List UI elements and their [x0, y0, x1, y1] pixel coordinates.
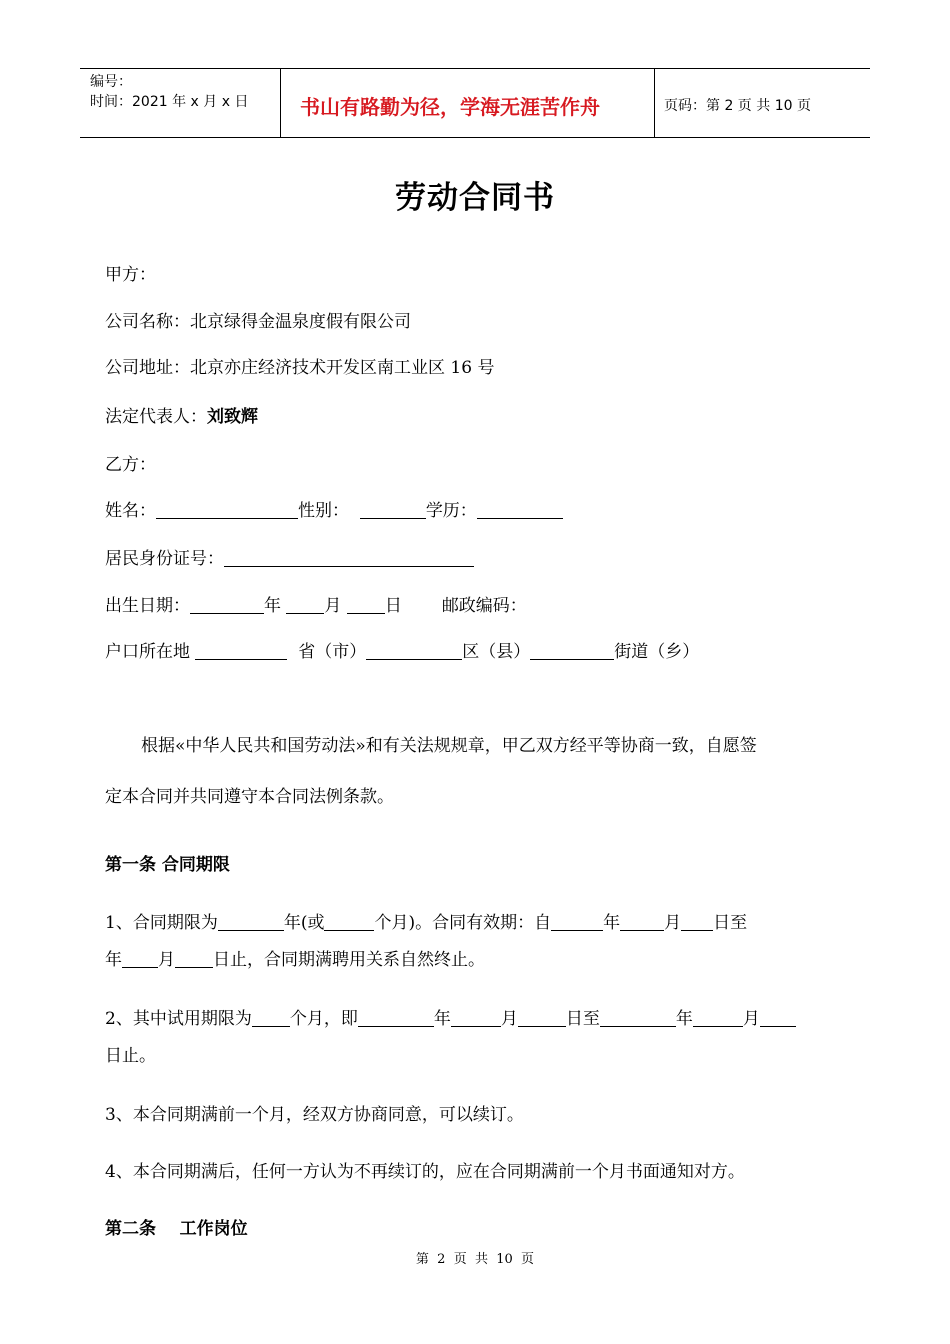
clause-text: 年(或	[283, 913, 325, 933]
district-blank	[366, 642, 462, 660]
document-number-label: 编号：	[90, 74, 132, 90]
clause-text: 日至	[713, 913, 748, 933]
day-text: 日	[384, 596, 402, 616]
legal-rep-label: 法定代表人：	[105, 407, 207, 427]
id-line	[105, 544, 474, 569]
month-text: 月	[324, 596, 342, 616]
clause-text: 年	[433, 1009, 451, 1029]
name-blank	[156, 501, 298, 519]
blank	[122, 950, 158, 968]
blank	[551, 913, 603, 931]
preamble-line-2: 定本合同并共同遵守本合同法例条款。	[105, 787, 394, 807]
hukou-label: 户口所在地	[105, 642, 190, 662]
blank	[620, 913, 664, 931]
party-b-name-line	[105, 496, 563, 521]
header-meta-cell	[80, 69, 281, 137]
birth-year-blank	[190, 596, 264, 614]
clause-text: 月	[158, 950, 175, 970]
birth-label: 出生日期：	[105, 596, 190, 616]
gender-blank	[360, 501, 426, 519]
blank	[218, 913, 284, 931]
blank	[518, 1009, 566, 1027]
article-2-title: 第二条 工作岗位	[105, 1219, 248, 1239]
document-title: 劳动合同书	[395, 180, 555, 216]
birth-line	[105, 591, 527, 616]
page-footer: 第 2 页 共 10 页	[415, 1252, 535, 1267]
clause-text: 年	[603, 913, 621, 933]
company-address: 公司地址：北京亦庄经济技术开发区南工业区 16 号	[105, 358, 495, 378]
province-blank	[195, 642, 287, 660]
blank	[358, 1009, 434, 1027]
legal-rep-name: 刘致辉	[207, 407, 258, 427]
id-blank	[224, 549, 474, 567]
clause-text: 月	[742, 1009, 760, 1029]
clause-text: 个月)。合同有效期：自	[374, 913, 552, 933]
street-blank	[530, 642, 614, 660]
blank	[175, 950, 213, 968]
party-a-label: 甲方：	[105, 265, 156, 285]
clause-text: 1、合同期限为	[105, 913, 218, 933]
blank	[760, 1009, 796, 1027]
preamble-line-1: 根据«中华人民共和国劳动法»和有关法规规章，甲乙双方经平等协商一致，自愿签	[141, 736, 757, 756]
education-blank	[477, 501, 563, 519]
year-text: 年	[264, 596, 281, 616]
clause-2-line-2: 日止。	[105, 1046, 156, 1066]
blank	[600, 1009, 676, 1027]
street-text: 街道（乡）	[614, 642, 700, 662]
clause-1-line-2	[105, 945, 485, 970]
clause-text: 2、其中试用期限为	[105, 1009, 252, 1029]
district-text: 区（县）	[462, 642, 531, 662]
clause-text: 年	[105, 950, 122, 970]
clause-3: 3、本合同期满前一个月，经双方协商同意，可以续订。	[105, 1105, 524, 1125]
blank	[252, 1009, 290, 1027]
clause-text: 月	[500, 1009, 518, 1029]
name-label: 姓名：	[105, 501, 156, 521]
party-b-label: 乙方：	[105, 455, 156, 475]
document-time-label: 时间：2021 年 x 月 x 日	[90, 94, 249, 110]
blank	[451, 1009, 501, 1027]
legal-representative-line	[105, 402, 258, 427]
header-motto-cell	[280, 69, 655, 137]
postcode-label: 邮政编码：	[441, 596, 527, 616]
article-1-title: 第一条 合同期限	[105, 855, 230, 875]
clause-text: 日至	[565, 1009, 600, 1029]
header-page-number: 页码：第 2 页 共 10 页	[664, 98, 811, 114]
clause-text: 个月，即	[289, 1009, 358, 1029]
birth-day-blank	[347, 596, 385, 614]
clause-4: 4、本合同期满后，任何一方认为不再续订的，应在合同期满前一个月书面通知对方。	[105, 1162, 745, 1182]
header-motto: 书山有路勤为径，学海无涯苦作舟	[300, 95, 600, 119]
gender-label: 性别：	[298, 501, 349, 521]
blank	[693, 1009, 743, 1027]
id-label: 居民身份证号：	[105, 549, 224, 569]
clause-text: 年	[675, 1009, 693, 1029]
clause-text: 月	[664, 913, 682, 933]
hukou-line	[105, 637, 699, 662]
clause-text: 日止，合同期满聘用关系自然终止。	[213, 950, 485, 970]
birth-month-blank	[286, 596, 324, 614]
blank	[324, 913, 374, 931]
clause-2-line-1	[105, 1004, 796, 1029]
education-label: 学历：	[425, 501, 477, 521]
province-text: 省（市）	[298, 642, 367, 662]
company-name: 公司名称：北京绿得金温泉度假有限公司	[105, 312, 411, 332]
page-header	[80, 68, 870, 138]
clause-1-line-1	[105, 908, 747, 933]
blank	[681, 913, 713, 931]
